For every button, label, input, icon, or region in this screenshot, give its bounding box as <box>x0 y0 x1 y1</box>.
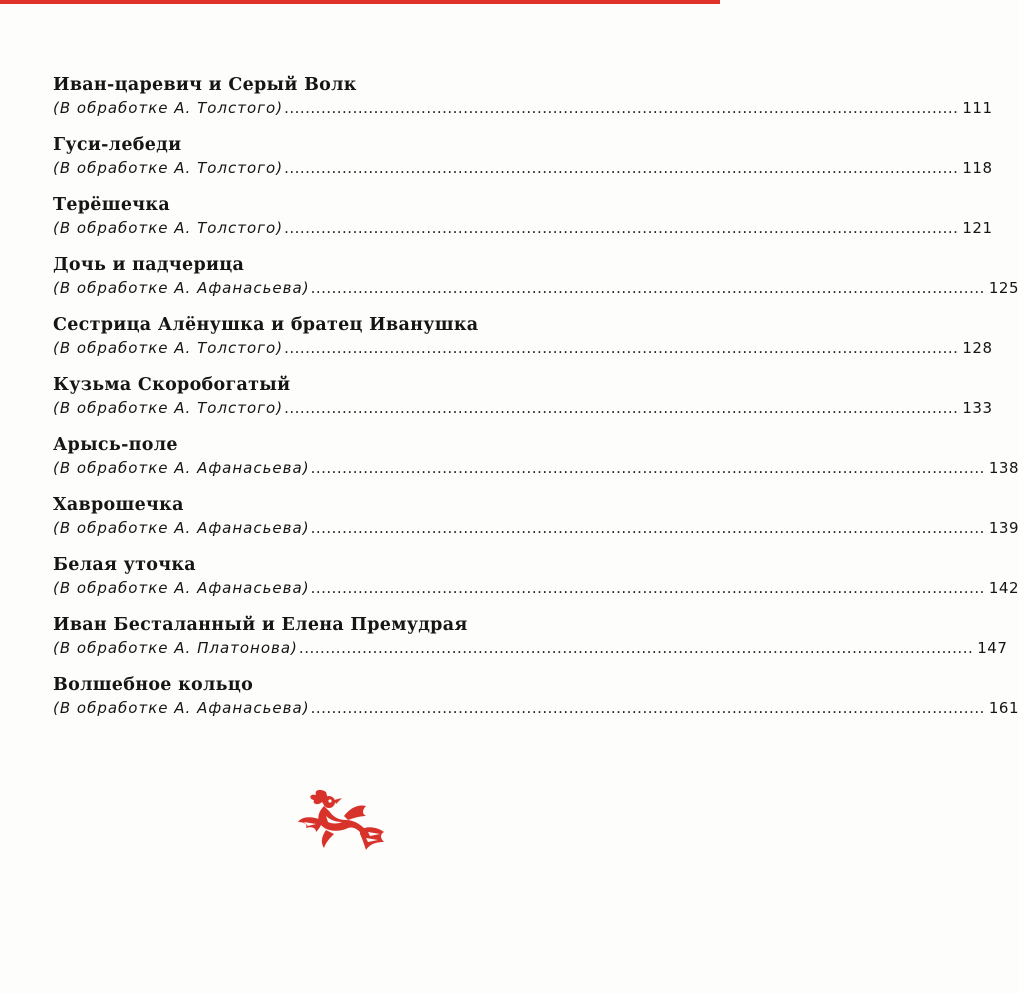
toc-entry[interactable] <box>53 553 1019 613</box>
toc-leader-dots: ................................................................................................................................ <box>284 159 959 177</box>
toc-leader-dots: ................................................................................................................................ <box>284 399 959 417</box>
toc-entry-line <box>53 277 1019 299</box>
top-red-border <box>0 0 720 4</box>
toc-entry-line <box>53 697 1019 719</box>
firebird-ornament-icon <box>296 786 388 854</box>
toc-entry[interactable] <box>53 613 1008 673</box>
toc-entry-title: Арысь-поле <box>53 435 178 455</box>
toc-entry-title: Белая уточка <box>53 555 196 575</box>
toc-entry[interactable] <box>53 193 993 253</box>
toc-entry-subtitle: (В обработке А. Толстого) <box>53 399 284 417</box>
toc-entry[interactable] <box>53 433 1019 493</box>
toc-leader-dots: ................................................................................................................................ <box>310 279 985 297</box>
toc-entry[interactable] <box>53 373 993 433</box>
toc-page-number[interactable]: 147 <box>977 639 1008 657</box>
toc-entry-line <box>53 157 993 179</box>
toc-entry-title: Сестрица Алёнушка и братец Иванушка <box>53 315 479 335</box>
toc-entry-title: Терёшечка <box>53 195 170 215</box>
toc-leader-dots: ................................................................................................................................ <box>310 579 985 597</box>
toc-entry-subtitle: (В обработке А. Платонова) <box>53 639 298 657</box>
toc-entry[interactable] <box>53 313 993 373</box>
toc-leader-dots: ................................................................................................................................ <box>284 219 959 237</box>
toc-entry-title: Гуси-лебеди <box>53 135 182 155</box>
toc-leader-dots: ................................................................................................................................ <box>310 519 985 537</box>
toc-leader-dots: ................................................................................................................................ <box>284 99 959 117</box>
toc-entry-subtitle: (В обработке А. Афанасьева) <box>53 699 310 717</box>
toc-entry-line <box>53 637 1008 659</box>
toc-leader-dots: ................................................................................................................................ <box>310 459 985 477</box>
toc-entry-line <box>53 577 1019 599</box>
toc-page-number[interactable]: 125 <box>988 279 1019 297</box>
toc-page-number[interactable]: 138 <box>988 459 1019 477</box>
toc-page-number[interactable]: 128 <box>962 339 993 357</box>
toc-entry-title: Иван-царевич и Серый Волк <box>53 75 357 95</box>
toc-page-number[interactable]: 118 <box>962 159 993 177</box>
toc-entry[interactable] <box>53 673 1019 733</box>
toc-leader-dots: ................................................................................................................................ <box>298 639 974 657</box>
toc-leader-dots: ................................................................................................................................ <box>284 339 959 357</box>
toc-entry-subtitle: (В обработке А. Афанасьева) <box>53 459 310 477</box>
toc-page-number[interactable]: 111 <box>962 99 993 117</box>
toc-entry-line <box>53 517 1019 539</box>
toc-entry-line <box>53 457 1019 479</box>
toc-entry-subtitle: (В обработке А. Афанасьева) <box>53 519 310 537</box>
toc-entry-subtitle: (В обработке А. Афанасьева) <box>53 579 310 597</box>
toc-entry-title: Дочь и падчерица <box>53 255 245 275</box>
toc-leader-dots: ................................................................................................................................ <box>310 699 985 717</box>
toc-page-number[interactable]: 133 <box>962 399 993 417</box>
toc-entry-subtitle: (В обработке А. Толстого) <box>53 219 284 237</box>
toc-page-number[interactable]: 121 <box>962 219 993 237</box>
toc-page-number[interactable]: 142 <box>988 579 1019 597</box>
toc-entry[interactable] <box>53 133 993 193</box>
toc-entry-title: Иван Бесталанный и Елена Премудрая <box>53 615 468 635</box>
toc-entry[interactable] <box>53 493 1019 553</box>
toc-entry-line <box>53 337 993 359</box>
toc-page-number[interactable]: 161 <box>988 699 1019 717</box>
toc-entry[interactable] <box>53 253 1019 313</box>
toc-entry-title: Кузьма Скоробогатый <box>53 375 291 395</box>
toc-entry-title: Хаврошечка <box>53 495 184 515</box>
toc-entry-line <box>53 217 993 239</box>
table-of-contents <box>53 73 1019 733</box>
toc-entry-subtitle: (В обработке А. Толстого) <box>53 159 284 177</box>
toc-entry-subtitle: (В обработке А. Толстого) <box>53 339 284 357</box>
toc-page-number[interactable]: 139 <box>988 519 1019 537</box>
toc-entry-line <box>53 97 993 119</box>
toc-entry-line <box>53 397 993 419</box>
toc-entry-subtitle: (В обработке А. Афанасьева) <box>53 279 310 297</box>
toc-entry[interactable] <box>53 73 993 133</box>
toc-entry-title: Волшебное кольцо <box>53 675 254 695</box>
toc-entry-subtitle: (В обработке А. Толстого) <box>53 99 284 117</box>
